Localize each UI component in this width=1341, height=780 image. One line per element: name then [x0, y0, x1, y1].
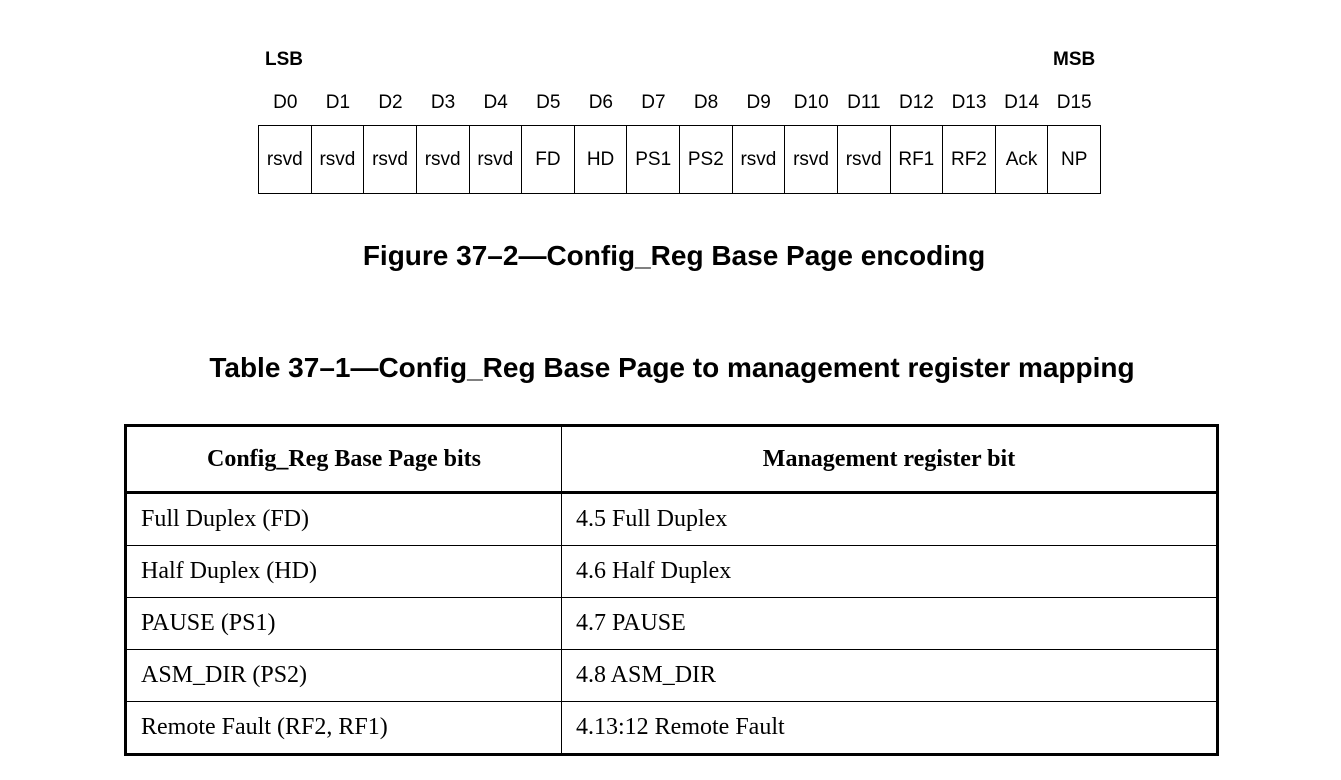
table-row — [126, 493, 1218, 546]
table-cell: 4.6 Half Duplex — [562, 546, 1218, 598]
table-cell: 4.13:12 Remote Fault — [562, 702, 1218, 755]
figure-caption: Figure 37–2—Config_Reg Base Page encoding — [362, 240, 986, 271]
table-cell: Full Duplex (FD) — [126, 493, 562, 546]
mapping-table — [124, 424, 1219, 756]
table-cell: PAUSE (PS1) — [126, 598, 562, 650]
bit-label: D14 — [1004, 92, 1040, 113]
table-row — [126, 598, 1218, 650]
bit-label: D0 — [273, 92, 298, 113]
bit-label: D7 — [641, 92, 666, 113]
bit-label: D6 — [588, 92, 613, 113]
bit-field-cell: rsvd — [470, 126, 523, 193]
bit-field-cell: rsvd — [785, 126, 838, 193]
bit-label: D2 — [378, 92, 403, 113]
bit-label: D4 — [483, 92, 508, 113]
bit-field-cell: PS2 — [680, 126, 733, 193]
table-cell: 4.5 Full Duplex — [562, 493, 1218, 546]
bit-label: D8 — [693, 92, 719, 113]
table-cell: ASM_DIR (PS2) — [126, 650, 562, 702]
bit-field-cell: rsvd — [417, 126, 470, 193]
bit-field-cell: rsvd — [312, 126, 365, 193]
table-row — [126, 702, 1218, 755]
table-cell: 4.7 PAUSE — [562, 598, 1218, 650]
bit-field-cell: rsvd — [733, 126, 786, 193]
column-header: Config_Reg Base Page bits — [126, 426, 562, 493]
bit-field-cell: RF1 — [891, 126, 944, 193]
table-cell: Remote Fault (RF2, RF1) — [126, 702, 562, 755]
bit-label: D3 — [430, 92, 456, 113]
bit-label: D9 — [746, 92, 771, 113]
bit-field-cell: Ack — [996, 126, 1049, 193]
bit-field-cell: FD — [522, 126, 575, 193]
bit-field-cell: rsvd — [364, 126, 417, 193]
bit-label: D11 — [847, 92, 881, 113]
table-caption: Table 37–1—Config_Reg Base Page to management register mapping — [209, 352, 1135, 383]
bit-field-diagram — [258, 125, 1101, 194]
bit-field-cell: NP — [1060, 148, 1088, 170]
bit-label: D13 — [951, 92, 987, 113]
bit-field-cell: PS1 — [627, 126, 680, 193]
bit-label: D15 — [1056, 92, 1092, 113]
bit-field-cell: rsvd — [259, 126, 312, 193]
table-cell: Half Duplex (HD) — [126, 546, 562, 598]
bit-labels-row — [259, 92, 1101, 114]
bit-field-cell: RF2 — [943, 126, 996, 193]
bit-field-cell: HD — [575, 126, 628, 193]
msb-label: MSB — [1053, 49, 1096, 70]
table-header-row — [126, 426, 1218, 493]
table-row — [126, 650, 1218, 702]
table-cell: 4.8 ASM_DIR — [562, 650, 1218, 702]
bit-label: D10 — [793, 92, 829, 113]
bit-label: D12 — [898, 92, 934, 113]
bit-field-cell: rsvd — [838, 126, 891, 193]
lsb-label: LSB — [265, 49, 303, 70]
column-header: Management register bit — [562, 426, 1218, 493]
table-row — [126, 546, 1218, 598]
bit-label: D5 — [536, 92, 561, 113]
bit-label: D1 — [325, 92, 351, 113]
